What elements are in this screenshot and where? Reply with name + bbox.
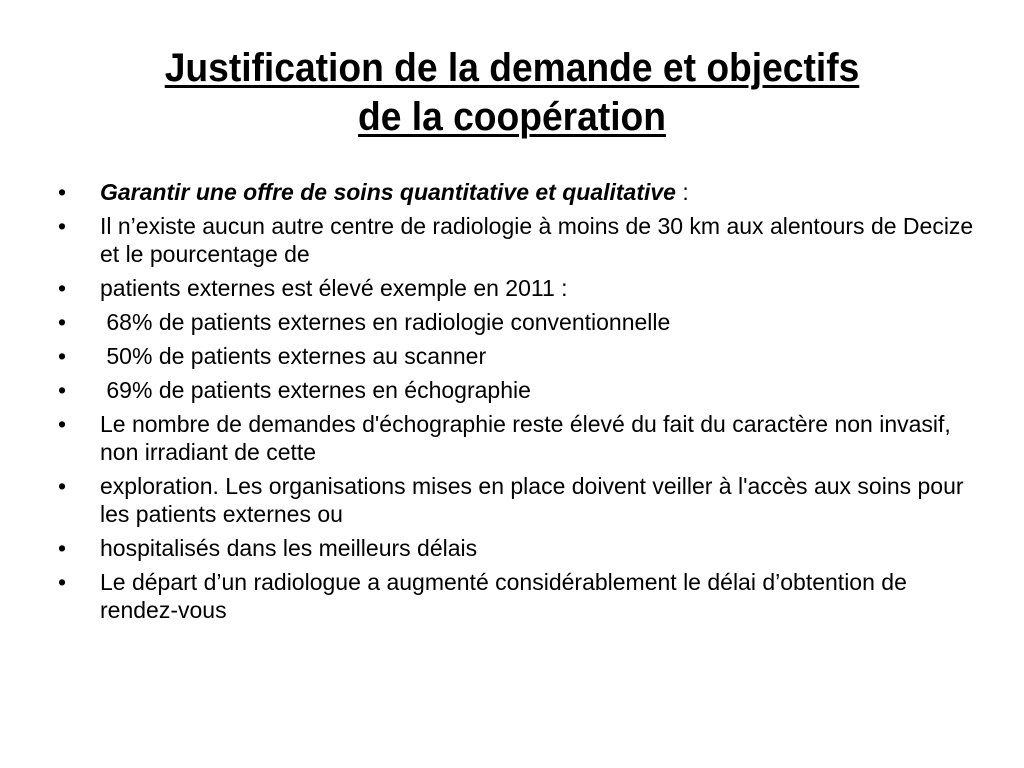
bullet-text: exploration. Les organisations mises en place doivent veiller à l'accès aux soins pour les patients externes ou: [100, 473, 964, 527]
bullet-list: [58, 178, 978, 630]
bullet-marker: •: [58, 473, 67, 499]
slide-title: [73, 44, 951, 142]
slide-title-line-1: Justification de la demande et objectifs: [164, 46, 860, 90]
bullet-text: Le départ d’un radiologue a augmenté considérablement le délai d’obtention de rendez-vous: [100, 569, 907, 623]
bullet-text: [100, 178, 978, 206]
bullet-text: Le nombre de demandes d'échographie reste élevé du fait du caractère non invasif, non irradiant de cette: [100, 411, 951, 465]
bullet-marker: •: [58, 309, 67, 335]
bullet-item: [58, 410, 978, 466]
bullet-text: 50% de patients externes au scanner: [100, 343, 487, 369]
bullet-item: [58, 472, 978, 528]
bullet-item-guarantee: [58, 178, 978, 206]
bullet-marker: •: [58, 275, 67, 301]
bullet-marker: •: [58, 343, 67, 369]
bullet-text: patients externes est élevé exemple en 2011 :: [100, 275, 568, 301]
bullet-item: [58, 534, 978, 562]
slide-title-line-2: de la coopération: [357, 95, 666, 139]
bullet-text: 68% de patients externes en radiologie conventionnelle: [100, 309, 671, 335]
bullet-item: [58, 212, 978, 268]
bullet-marker: •: [58, 213, 67, 239]
bullet-marker: •: [58, 569, 67, 595]
bullet-item: [58, 342, 978, 370]
bullet-item: [58, 308, 978, 336]
bullet-emphasis: Garantir une offre de soins quantitative et qualitative: [100, 179, 676, 205]
bullet-marker: •: [58, 411, 67, 437]
bullet-text: 69% de patients externes en échographie: [100, 377, 531, 403]
bullet-item: [58, 568, 978, 624]
bullet-marker: •: [58, 179, 67, 205]
bullet-emphasis-suffix: :: [675, 179, 689, 205]
bullet-text: hospitalisés dans les meilleurs délais: [100, 535, 478, 561]
bullet-marker: •: [58, 377, 67, 403]
bullet-item: [58, 376, 978, 404]
bullet-item: [58, 274, 978, 302]
bullet-text: Il n’existe aucun autre centre de radiologie à moins de 30 km aux alentours de Decize et le pourcentage de: [100, 213, 974, 267]
bullet-marker: •: [58, 535, 67, 561]
